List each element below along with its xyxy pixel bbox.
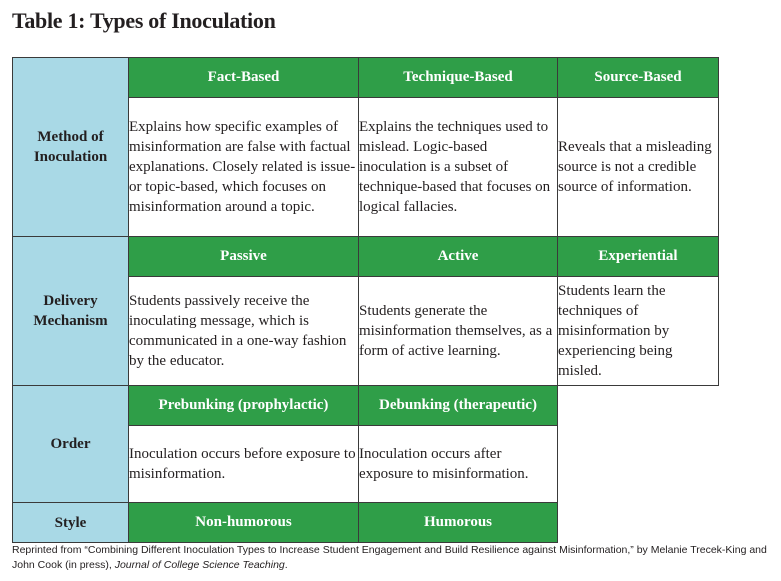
table-title: Table 1: Types of Inoculation xyxy=(12,8,276,33)
table-row xyxy=(13,237,719,277)
header-debunking: Debunking (therapeutic) xyxy=(359,386,558,426)
cell-active: Students generate the misinformation themselves, as a form of active learning. xyxy=(359,277,558,386)
citation-end: . xyxy=(284,559,288,571)
cell-source-based: Reveals that a misleading source is not a credible source of information. xyxy=(558,98,719,237)
table-row xyxy=(13,386,719,426)
row-label-delivery: Delivery Mechanism xyxy=(13,237,129,386)
header-source-based: Source-Based xyxy=(558,58,719,98)
cell-debunking: Inoculation occurs after exposure to misinformation. xyxy=(359,426,558,503)
cell-experiential: Students learn the techniques of misinformation by experiencing being misled. xyxy=(558,277,719,386)
cell-prebunking: Inoculation occurs before exposure to misinformation. xyxy=(129,426,359,503)
row-label-style: Style xyxy=(13,503,129,543)
empty-cell xyxy=(558,503,719,543)
empty-cell xyxy=(558,386,719,503)
citation-footer xyxy=(12,543,772,573)
row-label-order: Order xyxy=(13,386,129,503)
header-active: Active xyxy=(359,237,558,277)
cell-fact-based: Explains how specific examples of misinformation are false with factual explanations. Closely related is issue- or topic-based, which focuses on misinformation around a topic. xyxy=(129,98,359,237)
cell-technique-based: Explains the techniques used to mislead. Logic-based inoculation is a subset of technique-based that focuses on logical fallacies. xyxy=(359,98,558,237)
header-non-humorous: Non-humorous xyxy=(129,503,359,543)
table-row xyxy=(13,503,719,543)
header-fact-based: Fact-Based xyxy=(129,58,359,98)
header-experiential: Experiential xyxy=(558,237,719,277)
header-humorous: Humorous xyxy=(359,503,558,543)
header-technique-based: Technique-Based xyxy=(359,58,558,98)
cell-passive: Students passively receive the inoculating message, which is communicated in a one-way fashion by the educator. xyxy=(129,277,359,386)
inoculation-table xyxy=(12,57,719,543)
header-passive: Passive xyxy=(129,237,359,277)
journal-name: Journal of College Science Teaching xyxy=(114,559,285,571)
citation-text: Reprinted from “Combining Different Inoculation Types to Increase Student Engagement and Build Resilience against Misinformation,” by Melanie Trecek-King and John Cook (in press), xyxy=(12,544,767,571)
header-prebunking: Prebunking (prophylactic) xyxy=(129,386,359,426)
row-label-method: Method of Inoculation xyxy=(13,58,129,237)
table-row xyxy=(13,58,719,98)
